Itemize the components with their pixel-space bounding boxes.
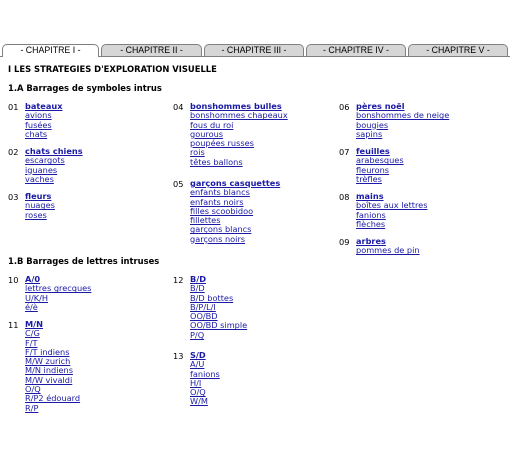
exercise-number: 11 [8,320,19,330]
exercise-number: 04 [173,102,184,112]
exercise-number: 13 [173,351,184,361]
exercise-number: 03 [8,192,19,202]
exercise-link[interactable]: P/Q [190,329,205,340]
exercise-links [25,102,63,139]
exercise-link[interactable]: trèfles [356,173,382,184]
exercise-link[interactable]: fanions [190,368,220,379]
exercise-link[interactable]: F/T [25,337,38,348]
exercise-links [190,275,247,340]
exercise-link[interactable]: flèches [356,218,386,229]
exercise-number: 12 [173,275,184,285]
exercise-links [190,179,280,244]
exercise-heading-link[interactable]: feuilles [356,146,390,156]
exercise-link[interactable]: rois [190,147,205,158]
exercise-link[interactable]: enfants blancs [190,187,250,198]
exercise-number: 08 [339,192,350,202]
tab-chapitre-5[interactable]: - CHAPITRE V - [408,44,508,56]
tab-chapitre-3[interactable]: - CHAPITRE III - [204,44,304,56]
exercise-links [25,275,91,312]
exercise-link[interactable]: sapins [356,128,383,139]
exercise-link[interactable]: poupées russes [190,138,254,149]
tab-chapitre-2[interactable]: - CHAPITRE II - [101,44,202,56]
exercise-link[interactable]: boîtes aux lettres [356,200,428,211]
exercise-number: 06 [339,102,350,112]
exercise-number: 10 [8,275,19,285]
exercise-number: 02 [8,147,19,157]
section-title-1b: 1.B Barrages de lettres intruses [8,256,160,266]
exercise-link[interactable]: H/I [190,377,202,388]
exercise-links [356,237,420,256]
exercise-link[interactable]: OO/BD [190,311,218,322]
exercise-link[interactable]: R/P [25,402,39,413]
exercise-links [25,192,55,220]
exercise-link[interactable]: avions [25,110,52,121]
exercise-number: 05 [173,179,184,189]
page-title: I LES STRATEGIES D'EXPLORATION VISUELLE [8,64,217,74]
exercise-heading-link[interactable]: B/D [190,274,207,284]
exercise-heading-link[interactable]: A/0 [25,274,41,284]
exercise-heading-link[interactable]: arbres [356,236,386,246]
exercise-links [356,192,427,229]
exercise-link[interactable]: A/U [190,359,205,370]
exercise-heading-link[interactable]: bateaux [25,101,63,111]
exercise-links [190,351,220,407]
exercise-link[interactable]: gourous [190,128,224,139]
exercise-links [356,102,449,139]
exercise-link[interactable]: roses [25,209,47,220]
tab-chapitre-1[interactable]: - CHAPITRE I - [2,44,99,57]
exercise-heading-link[interactable]: pères noël [356,101,405,111]
exercise-heading-link[interactable]: garçons casquettes [190,178,281,188]
exercise-link[interactable]: lettres grecques [25,283,92,294]
exercise-links [356,147,404,184]
exercise-link[interactable]: fleurons [356,164,390,175]
exercise-link[interactable]: O/Q [25,384,41,395]
exercise-link[interactable]: M/W vivaldi [25,374,73,385]
exercise-link[interactable]: vaches [25,173,54,184]
exercise-heading-link[interactable]: M/N [25,319,43,329]
exercise-link[interactable]: chats [25,128,48,139]
exercise-link[interactable]: B/P/L/I [190,301,216,312]
exercise-link[interactable]: iguanes [25,164,58,175]
exercise-link[interactable]: O/Q [190,387,206,398]
exercise-link[interactable]: C/G [25,328,40,339]
exercise-link[interactable]: fusées [25,119,52,130]
tab-chapitre-4[interactable]: - CHAPITRE IV - [306,44,406,56]
exercise-heading-link[interactable]: bonshommes bulles [190,101,282,111]
exercise-link[interactable]: B/D [190,283,205,294]
exercise-link[interactable]: bougies [356,119,389,130]
exercise-link[interactable]: arabesques [356,155,404,166]
exercise-link[interactable]: garçons noirs [190,233,246,244]
exercise-link[interactable]: têtes ballons [190,156,243,167]
exercise-number: 01 [8,102,19,112]
exercise-link[interactable]: bonshommes chapeaux [190,110,288,121]
exercise-links [190,102,288,167]
exercise-link[interactable]: B/D bottes [190,292,234,303]
exercise-heading-link[interactable]: S/D [190,350,206,360]
exercise-link[interactable]: W/M [190,396,208,407]
exercise-link[interactable]: fous du roi [190,119,234,130]
exercise-links [25,320,80,413]
chapter-tab-bar [0,44,510,57]
exercise-heading-link[interactable]: mains [356,191,384,201]
exercise-number: 07 [339,147,350,157]
exercise-link[interactable]: M/N indiens [25,365,73,376]
exercise-heading-link[interactable]: fleurs [25,191,52,201]
exercise-link[interactable]: fillettes [190,215,221,226]
exercise-link[interactable]: R/P2 édouard [25,393,81,404]
exercise-links [25,147,83,184]
exercise-number: 09 [339,237,350,247]
exercise-link[interactable]: enfants noirs [190,196,244,207]
exercise-link[interactable]: pommes de pin [356,245,420,256]
exercise-link[interactable]: U/K/H [25,292,49,303]
exercise-link[interactable]: bonshommes de neige [356,110,450,121]
exercise-link[interactable]: garçons blancs [190,224,252,235]
exercise-link[interactable]: é/è [25,301,38,312]
exercise-link[interactable]: fanions [356,209,386,220]
chapter-content [0,57,510,470]
section-title-1a: 1.A Barrages de symboles intrus [8,83,162,93]
exercise-link[interactable]: escargots [25,155,65,166]
exercise-link[interactable]: filles scoobidoo [190,205,254,216]
exercise-link[interactable]: M/W zurich [25,356,71,367]
exercise-link[interactable]: F/T indiens [25,346,70,357]
exercise-link[interactable]: nuages [25,200,55,211]
exercise-heading-link[interactable]: chats chiens [25,146,83,156]
exercise-link[interactable]: OO/BD simple [190,320,248,331]
